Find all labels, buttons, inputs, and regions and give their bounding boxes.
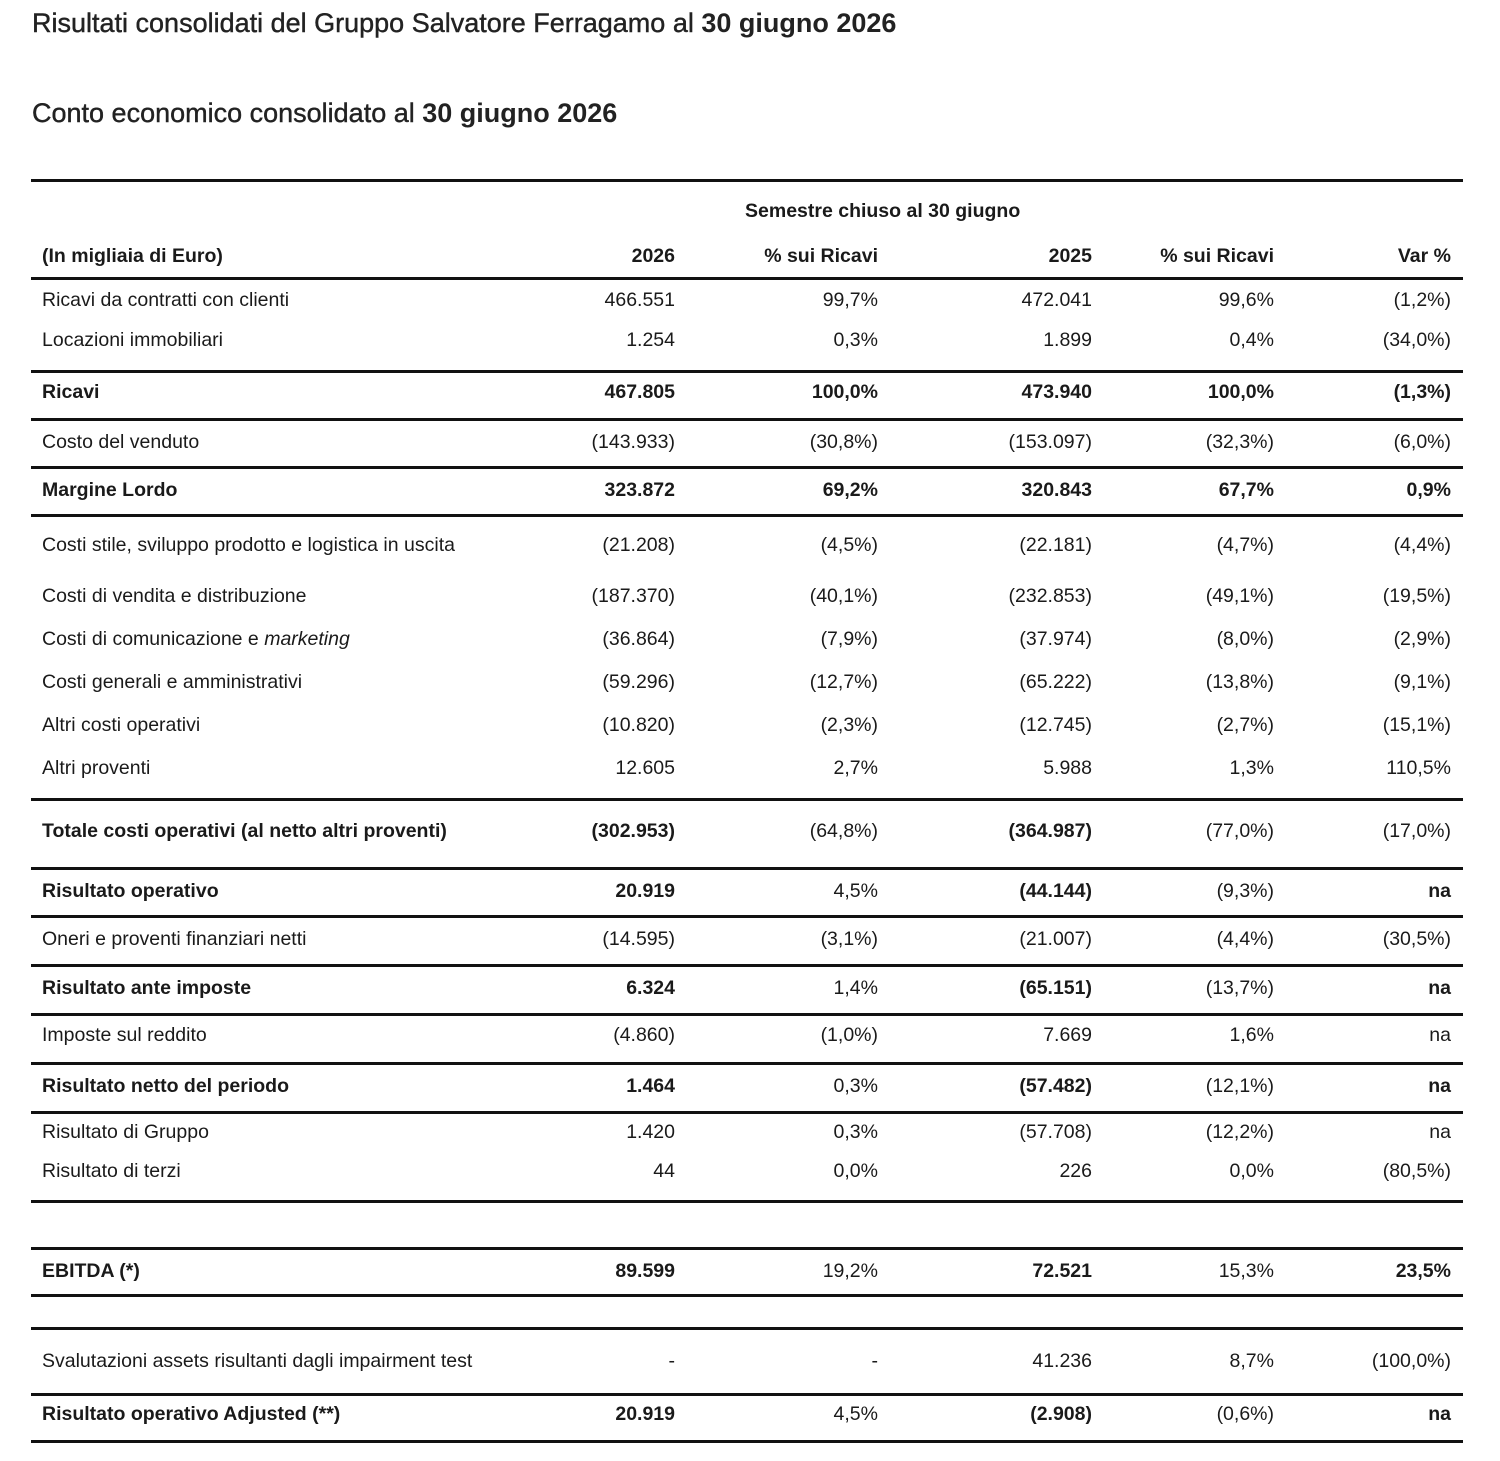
cell-p2: 67,7%: [1218, 479, 1274, 501]
cell-v1: 323.872: [604, 479, 675, 501]
cell-p2: (32,3%): [1205, 431, 1274, 453]
cell-v2: (22.181): [1019, 534, 1092, 556]
cell-p2: (8,0%): [1216, 628, 1274, 650]
cell-p2: (4,7%): [1216, 534, 1274, 556]
cell-v1: (14.595): [602, 928, 675, 950]
cell-p1: 0,3%: [833, 1075, 878, 1097]
cell-v1: 89.599: [615, 1260, 675, 1282]
page-title: [32, 4, 896, 42]
page-subtitle: [32, 94, 617, 132]
cell-v2: 1.899: [1043, 329, 1092, 351]
table-body: [31, 280, 1463, 1443]
cell-p1: 2,7%: [833, 757, 878, 779]
cell-p2: 8,7%: [1229, 1350, 1274, 1372]
cell-v1: (36.864): [602, 628, 675, 650]
row-label: Imposte sul reddito: [42, 1024, 207, 1046]
cell-v2: (65.222): [1019, 671, 1092, 693]
table-row: [31, 755, 1463, 798]
cell-p2: 0,4%: [1229, 329, 1274, 351]
cell-p1: (12,7%): [809, 671, 878, 693]
table-row: [31, 1016, 1463, 1062]
cell-p2: (2,7%): [1216, 714, 1274, 736]
row-label: Risultato di terzi: [42, 1160, 181, 1182]
cell-p2: (4,4%): [1216, 928, 1274, 950]
table-row: [31, 1396, 1463, 1440]
cell-var: (17,0%): [1382, 820, 1451, 842]
cell-p1: (2,3%): [820, 714, 878, 736]
cell-v1: (302.953): [591, 820, 675, 842]
cell-var: (4,4%): [1393, 534, 1451, 556]
row-gap: [31, 1203, 1463, 1247]
column-header-row: [31, 245, 1463, 275]
cell-p2: (12,1%): [1205, 1075, 1274, 1097]
page-subtitle-prefix: Conto economico consolidato al: [32, 98, 423, 128]
table-row: [31, 573, 1463, 626]
cell-var: (15,1%): [1382, 714, 1451, 736]
cell-var: (80,5%): [1382, 1160, 1451, 1182]
cell-p2: (13,8%): [1205, 671, 1274, 693]
cell-p1: 0,3%: [833, 1121, 878, 1143]
cell-p2: 100,0%: [1207, 381, 1274, 403]
row-rule: [31, 1440, 1463, 1443]
table-row: [31, 918, 1463, 964]
row-label: Costi di vendita e distribuzione: [42, 585, 307, 607]
row-label: Oneri e proventi finanziari netti: [42, 928, 307, 950]
page-title-prefix: Risultati consolidati del Gruppo Salvatore Ferragamo al: [32, 8, 702, 38]
cell-p2: 1,3%: [1229, 757, 1274, 779]
row-label: Risultato operativo Adjusted (**): [42, 1403, 341, 1425]
cell-v1: 1.254: [626, 329, 675, 351]
row-label: Locazioni immobiliari: [42, 329, 223, 351]
column-header-var: Var %: [1397, 245, 1451, 267]
cell-var: na: [1429, 1121, 1451, 1143]
cell-v2: (37.974): [1019, 628, 1092, 650]
table-row: [31, 1250, 1463, 1294]
cell-v1: -: [668, 1350, 675, 1372]
cell-v1: 467.805: [604, 381, 675, 403]
cell-v1: (59.296): [602, 671, 675, 693]
column-header-pct-2025: % sui Ricavi: [1160, 245, 1274, 267]
table-row: [31, 517, 1463, 573]
cell-v1: (10.820): [602, 714, 675, 736]
table-row: [31, 1114, 1463, 1157]
cell-v1: 6.324: [626, 977, 675, 999]
column-header-2026: 2026: [631, 245, 675, 267]
row-label: Risultato operativo: [42, 880, 219, 902]
cell-p1: (64,8%): [809, 820, 878, 842]
cell-var: (100,0%): [1371, 1350, 1451, 1372]
cell-v2: (232.853): [1008, 585, 1092, 607]
row-label: Svalutazioni assets risultanti dagli impairment test: [42, 1350, 473, 1372]
page-subtitle-date: 30 giugno 2026: [422, 98, 618, 128]
cell-v2: (57.482): [1019, 1075, 1092, 1097]
cell-var: na: [1428, 880, 1451, 902]
column-header-label: (In migliaia di Euro): [42, 245, 223, 267]
income-statement-table: [31, 179, 1463, 1443]
table-row: [31, 1330, 1463, 1393]
cell-p2: 1,6%: [1229, 1024, 1274, 1046]
cell-p1: 69,2%: [822, 479, 878, 501]
table-row: [31, 421, 1463, 466]
cell-p2: (77,0%): [1205, 820, 1274, 842]
cell-p1: 4,5%: [833, 880, 878, 902]
cell-v1: (143.933): [591, 431, 675, 453]
cell-var: (2,9%): [1393, 628, 1451, 650]
cell-var: 110,5%: [1386, 757, 1451, 779]
cell-p2: (49,1%): [1205, 585, 1274, 607]
cell-p1: 0,0%: [833, 1160, 878, 1182]
cell-var: (6,0%): [1393, 431, 1451, 453]
cell-p2: 15,3%: [1218, 1260, 1274, 1282]
table-row: [31, 325, 1463, 370]
page-title-date: 30 giugno 2026: [701, 8, 897, 38]
cell-v1: (21.208): [602, 534, 675, 556]
cell-var: (19,5%): [1382, 585, 1451, 607]
cell-v1: 466.551: [604, 289, 675, 311]
cell-v2: (44.144): [1019, 880, 1092, 902]
cell-var: na: [1428, 1075, 1451, 1097]
cell-v2: (153.097): [1008, 431, 1092, 453]
cell-v2: (364.987): [1008, 820, 1092, 842]
cell-p2: 99,6%: [1218, 289, 1274, 311]
cell-v2: 473.940: [1021, 381, 1092, 403]
cell-p1: 4,5%: [833, 1403, 878, 1425]
cell-p1: 100,0%: [811, 381, 878, 403]
cell-var: (30,5%): [1382, 928, 1451, 950]
table-row: [31, 967, 1463, 1013]
column-header-2025: 2025: [1048, 245, 1092, 267]
cell-v2: (65.151): [1019, 977, 1092, 999]
row-label-italic: marketing: [264, 628, 350, 650]
cell-v2: 320.843: [1021, 479, 1092, 501]
cell-v2: (12.745): [1019, 714, 1092, 736]
cell-v2: 7.669: [1043, 1024, 1092, 1046]
cell-var: na: [1428, 1403, 1451, 1425]
cell-p1: (7,9%): [820, 628, 878, 650]
row-label: EBITDA (*): [42, 1260, 140, 1282]
cell-v2: 72.521: [1032, 1260, 1092, 1282]
cell-p1: -: [871, 1350, 878, 1372]
period-header: Semestre chiuso al 30 giugno: [745, 200, 1021, 222]
cell-p2: 0,0%: [1229, 1160, 1274, 1182]
cell-p2: (9,3%): [1216, 880, 1274, 902]
cell-v1: 20.919: [615, 1403, 675, 1425]
cell-v2: (57.708): [1019, 1121, 1092, 1143]
cell-v2: 5.988: [1043, 757, 1092, 779]
cell-var: (9,1%): [1393, 671, 1451, 693]
row-label: Totale costi operativi (al netto altri proventi): [42, 820, 447, 842]
cell-p1: 99,7%: [822, 289, 878, 311]
row-label-text: Costi di comunicazione e: [42, 628, 265, 650]
cell-var: (1,2%): [1393, 289, 1451, 311]
cell-v1: 20.919: [615, 880, 675, 902]
cell-var: (34,0%): [1382, 329, 1451, 351]
table-row: [31, 712, 1463, 755]
table-row: [31, 870, 1463, 915]
row-gap: [31, 1297, 1463, 1327]
cell-v1: 1.420: [626, 1121, 675, 1143]
table-row: [31, 280, 1463, 325]
row-label: [42, 628, 350, 651]
cell-p1: (30,8%): [809, 431, 878, 453]
cell-p2: (0,6%): [1216, 1403, 1274, 1425]
cell-var: 0,9%: [1406, 479, 1451, 501]
table-row: [31, 669, 1463, 712]
table-row: [31, 1157, 1463, 1200]
cell-var: 23,5%: [1395, 1260, 1451, 1282]
cell-v1: (187.370): [591, 585, 675, 607]
table-row: [31, 626, 1463, 669]
table-header: [31, 182, 1463, 277]
cell-v1: 1.464: [626, 1075, 675, 1097]
row-label: Costi generali e amministrativi: [42, 671, 303, 693]
row-label: Ricavi da contratti con clienti: [42, 289, 290, 311]
row-label: Risultato ante imposte: [42, 977, 252, 999]
row-label: Risultato netto del periodo: [42, 1075, 289, 1097]
row-label: Altri costi operativi: [42, 714, 201, 736]
cell-p1: (1,0%): [820, 1024, 878, 1046]
cell-v2: 41.236: [1032, 1350, 1092, 1372]
cell-p1: 19,2%: [822, 1260, 878, 1282]
row-label: Altri proventi: [42, 757, 151, 779]
row-label: Costo del venduto: [42, 431, 200, 453]
row-label: Ricavi: [42, 381, 100, 403]
cell-v1: 44: [653, 1160, 675, 1182]
row-label: Risultato di Gruppo: [42, 1121, 209, 1143]
row-label: Costi stile, sviluppo prodotto e logistica in uscita: [42, 534, 455, 556]
cell-p1: 1,4%: [833, 977, 878, 999]
cell-p1: (4,5%): [820, 534, 878, 556]
cell-p1: (40,1%): [809, 585, 878, 607]
cell-v2: (21.007): [1019, 928, 1092, 950]
table-row: [31, 469, 1463, 514]
table-row: [31, 373, 1463, 418]
cell-p2: (12,2%): [1205, 1121, 1274, 1143]
cell-v2: 226: [1059, 1160, 1092, 1182]
cell-v2: (2.908): [1030, 1403, 1092, 1425]
column-header-pct-2026: % sui Ricavi: [764, 245, 878, 267]
cell-p2: (13,7%): [1205, 977, 1274, 999]
cell-p1: 0,3%: [833, 329, 878, 351]
cell-v2: 472.041: [1021, 289, 1092, 311]
cell-var: (1,3%): [1393, 381, 1451, 403]
cell-p1: (3,1%): [820, 928, 878, 950]
cell-var: na: [1429, 1024, 1451, 1046]
cell-var: na: [1428, 977, 1451, 999]
cell-v1: (4.860): [613, 1024, 675, 1046]
row-label: Margine Lordo: [42, 479, 178, 501]
table-row: [31, 801, 1463, 867]
table-row: [31, 1065, 1463, 1111]
cell-v1: 12.605: [615, 757, 675, 779]
